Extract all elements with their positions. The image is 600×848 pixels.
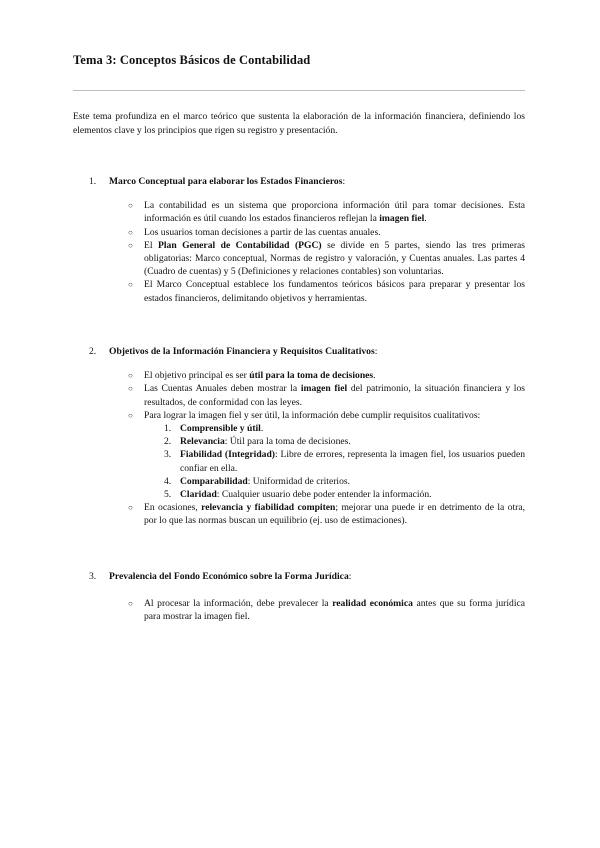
bullet-bold-text: Plan General de Contabilidad (PGC) — [158, 239, 322, 251]
bullet-bold-text: útil para la toma de decisiones — [249, 370, 374, 382]
bullet-list — [73, 199, 525, 305]
section-heading — [73, 345, 525, 358]
bullet-circle-icon: ○ — [128, 371, 133, 381]
bullet-circle-icon: ○ — [128, 201, 133, 211]
bullet-text: Para lograr la imagen fiel y ser útil, la información debe cumplir requisitos cualitativos: — [144, 409, 481, 421]
requirement-number: 5. — [164, 489, 172, 501]
requirement-title: Comprensible y útil — [180, 423, 261, 435]
requirement-item — [164, 488, 525, 501]
bullet-bold-text: relevancia y fiabilidad compiten — [201, 502, 336, 514]
heading-colon: : — [374, 346, 378, 357]
bullet-circle-icon: ○ — [128, 240, 133, 250]
heading-colon: : — [348, 571, 352, 582]
requirement-item — [164, 475, 525, 488]
bullet-text: La contabilidad es un sistema que proporciona información útil para tomar decisiones. Esta información es útil cuando los estados financieros reflejan la — [144, 200, 525, 225]
section-heading-text: Prevalencia del Fondo Económico sobre la Forma Jurídica — [109, 571, 349, 582]
section-3 — [73, 570, 525, 624]
bullet-list — [73, 597, 525, 623]
section-number: 3. — [89, 571, 97, 582]
requirement-title: Comparabilidad — [180, 475, 248, 487]
horizontal-divider — [73, 90, 525, 91]
bullet-circle-icon: ○ — [128, 227, 133, 237]
list-item — [128, 239, 526, 279]
requirement-title: Relevancia — [180, 436, 225, 448]
bullet-bold-text: realidad económica — [332, 598, 413, 610]
bullet-text-tail: del patrimonio, la situación financiera y los resultados, de conformidad con las leyes. — [144, 383, 525, 408]
bullet-text: Los usuarios toman decisiones a partir de las cuentas anuales. — [144, 226, 381, 238]
intro-paragraph: Este tema profundiza en el marco teórico que sustenta la elaboración de la información financiera, definiendo los elementos clave y los principios que rigen su registro y presentación. — [73, 111, 525, 136]
bullet-circle-icon: ○ — [128, 599, 133, 609]
list-item — [128, 382, 525, 408]
bullet-circle-icon: ○ — [128, 280, 133, 290]
bullet-text: Al procesar la información, debe prevalecer la — [144, 598, 333, 610]
bullet-circle-icon: ○ — [128, 503, 133, 513]
heading-colon: : — [342, 176, 346, 187]
requirement-text: : Cualquier usuario debe poder entender la información. — [216, 489, 432, 501]
requirement-item — [164, 422, 525, 435]
section-2 — [73, 345, 525, 528]
bullet-text-tail: se divide en 5 partes, siendo las tres primeras obligatorias: Marco conceptual, Normas de registro y valoración, y Cuentas anuales. Las partes 4 (Cuadro de cuentas) y 5 (Definiciones y relaciones contables) son voluntarias. — [144, 239, 526, 278]
bullet-circle-icon: ○ — [128, 384, 133, 394]
requirement-item — [164, 448, 525, 474]
requirements-list — [144, 422, 525, 501]
section-heading-text: Marco Conceptual para elaborar los Estados Financieros — [109, 176, 343, 187]
bullet-text-tail: . — [424, 213, 427, 225]
section-number: 1. — [89, 176, 97, 187]
requirement-number: 3. — [164, 449, 172, 461]
bullet-text-tail: antes que su forma jurídica para mostrar la imagen fiel. — [144, 598, 526, 623]
bullet-text: El — [144, 239, 158, 251]
requirement-title: Fiabilidad (Integridad) — [180, 449, 276, 461]
list-item — [128, 199, 525, 225]
list-item — [128, 409, 525, 501]
list-item — [128, 501, 526, 527]
requirement-number: 4. — [164, 475, 172, 487]
bullet-text: En ocasiones, — [144, 502, 202, 514]
section-number: 2. — [89, 346, 97, 357]
bullet-bold-text: imagen fiel — [379, 213, 425, 225]
requirement-number: 2. — [164, 436, 172, 448]
bullet-bold-text: imagen fiel — [300, 383, 348, 395]
requirement-text: : Uniformidad de criterios. — [247, 475, 351, 487]
list-item — [128, 597, 526, 623]
bullet-text: El objetivo principal es ser — [144, 370, 250, 382]
bullet-text: El Marco Conceptual establece los fundamentos teóricos básicos para preparar y presentar los estados financieros, delimitando objetivos y herramientas. — [144, 279, 525, 304]
list-item — [128, 226, 525, 239]
bullet-list — [73, 369, 525, 527]
list-item — [128, 369, 525, 382]
requirement-text: : Libre de errores, representa la imagen fiel, los usuarios pueden confiar en ella. — [180, 449, 525, 474]
bullet-circle-icon: ○ — [128, 410, 133, 420]
list-item — [128, 278, 525, 304]
requirement-text: . — [260, 423, 264, 435]
section-heading-text: Objetivos de la Información Financiera y Requisitos Cualitativos — [109, 346, 375, 357]
bullet-text-tail: . — [373, 370, 376, 382]
requirement-item — [164, 435, 525, 448]
page-title: Tema 3: Conceptos Básicos de Contabilidad — [73, 53, 311, 67]
requirement-text: : Útil para la toma de decisiones. — [224, 436, 351, 448]
requirement-number: 1. — [164, 423, 172, 435]
section-1 — [73, 175, 525, 305]
bullet-text: Las Cuentas Anuales deben mostrar la — [144, 383, 301, 395]
bullet-text-tail: ; mejorar una puede ir en detrimento de la otra, por lo que las normas buscan un equilibrio (ej. uso de estimaciones). — [144, 502, 526, 527]
section-heading — [73, 570, 525, 583]
section-heading — [73, 175, 525, 188]
requirement-title: Claridad — [180, 489, 217, 501]
